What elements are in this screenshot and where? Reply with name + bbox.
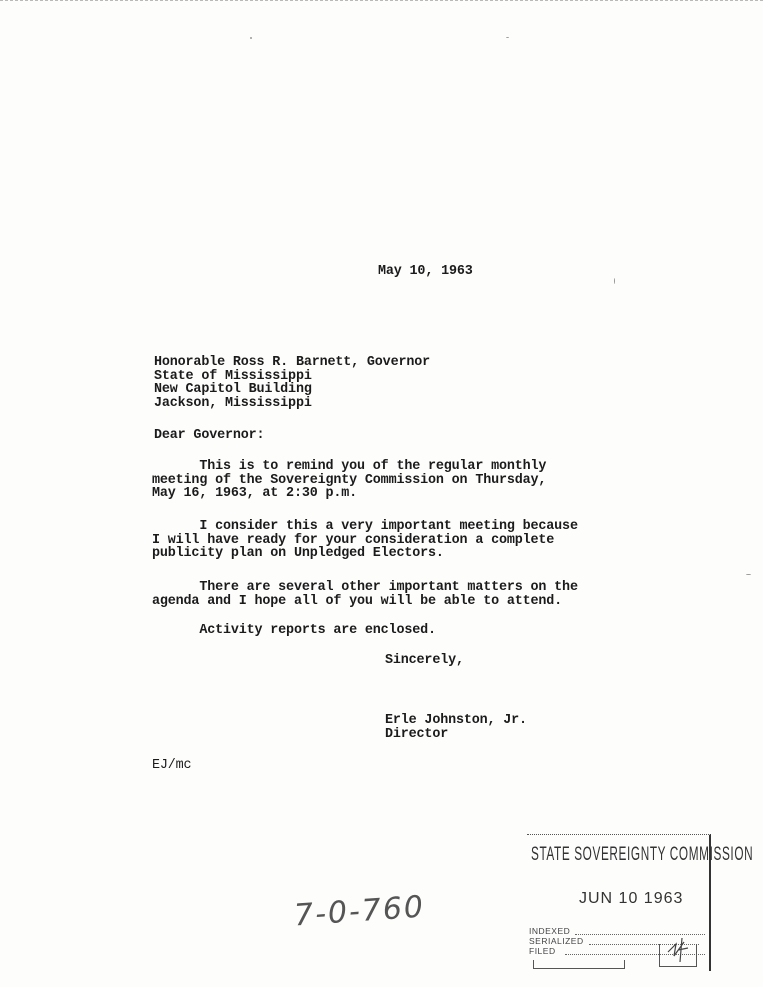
paragraph-line: I consider this a very important meeting because <box>152 519 578 534</box>
signer-title: Director <box>385 727 449 742</box>
inside-address <box>154 356 430 410</box>
paragraph-line: Activity reports are enclosed. <box>152 623 436 638</box>
stamp-field-indexed: INDEXED <box>529 926 571 936</box>
received-stamp <box>527 834 754 972</box>
body-paragraph <box>152 624 436 638</box>
paragraph-line: meeting of the Sovereignty Commission on Thursday, <box>152 472 547 488</box>
body-paragraph <box>152 581 578 608</box>
stamp-field-filed: FILED <box>529 946 556 956</box>
top-perforation-line <box>0 0 763 1</box>
scan-speck <box>614 278 615 284</box>
signer-name: Erle Johnston, Jr. <box>385 713 527 728</box>
address-line: New Capitol Building <box>154 382 312 398</box>
stamp-field-serialized: SERIALIZED <box>529 936 584 946</box>
address-line: Honorable Ross R. Barnett, Governor <box>154 355 430 370</box>
paragraph-line: This is to remind you of the regular monthly <box>152 459 547 474</box>
stamp-date: JUN 10 1963 <box>579 890 684 907</box>
scan-speck <box>506 37 509 38</box>
paragraph-line: agenda and I hope all of you will be able to attend. <box>152 593 563 609</box>
closing: Sincerely, <box>385 653 464 668</box>
scan-speck <box>250 37 252 39</box>
handwritten-initials-mark <box>664 934 694 964</box>
body-paragraph <box>152 460 546 501</box>
stamp-blank-box <box>533 960 625 969</box>
letter-date: May 10, 1963 <box>378 264 473 279</box>
handwritten-file-number: 7-0-760 <box>292 889 427 934</box>
address-line: Jackson, Mississippi <box>154 395 312 411</box>
paragraph-line: May 16, 1963, at 2:30 p.m. <box>152 486 358 502</box>
stamp-initial-box <box>659 944 697 967</box>
paragraph-line: There are several other important matters on the <box>152 580 578 595</box>
salutation: Dear Governor: <box>154 428 265 443</box>
paragraph-line: I will have ready for your consideration a complete <box>152 532 555 548</box>
scan-speck <box>746 574 751 575</box>
address-line: State of Mississippi <box>154 368 312 384</box>
reference-initials: EJ/mc <box>152 758 192 773</box>
paragraph-line: publicity plan on Unpledged Electors. <box>152 546 444 562</box>
stamp-title: STATE SOVEREIGNTY COMMISSION <box>531 844 754 865</box>
body-paragraph <box>152 520 578 561</box>
